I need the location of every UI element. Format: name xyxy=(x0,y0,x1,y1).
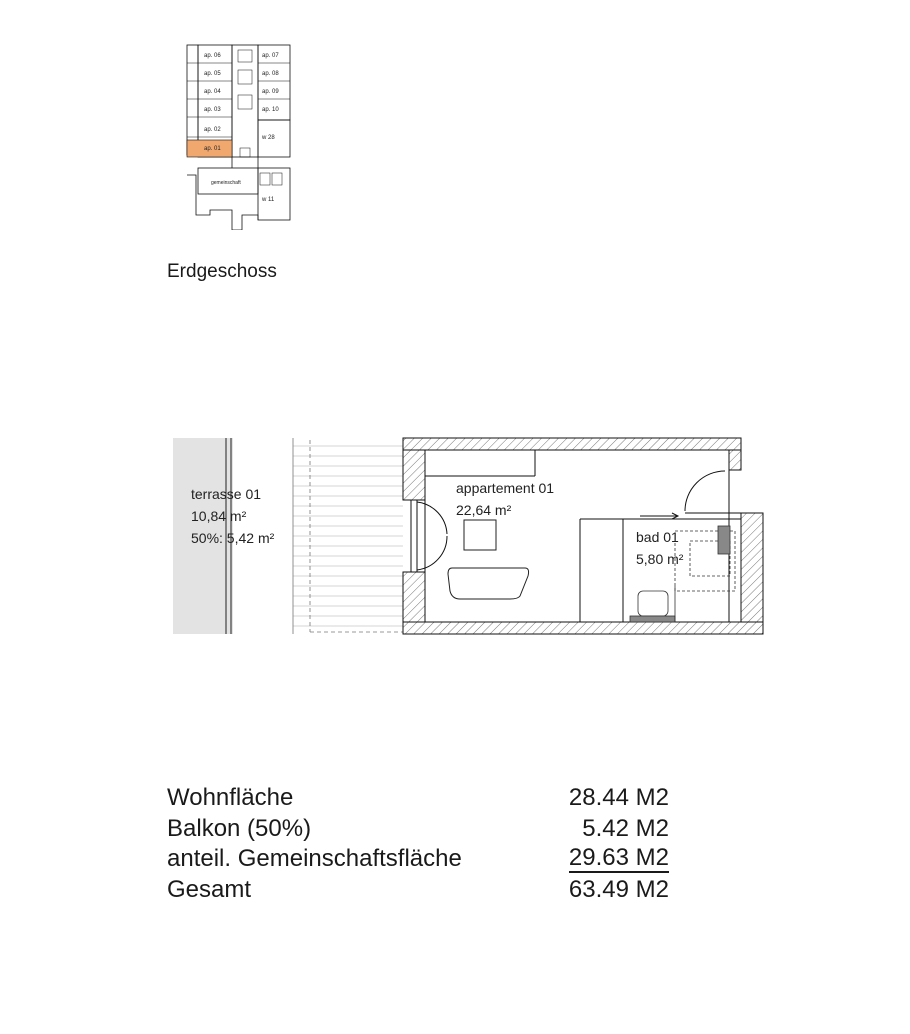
apartment-area: 22,64 m² xyxy=(456,502,512,518)
kp-ap10: ap. 10 xyxy=(262,107,279,113)
summary-value: 63.49 M2 xyxy=(568,875,669,903)
summary-label: Gesamt xyxy=(167,875,252,903)
summary-label: Wohnfläche xyxy=(167,784,294,811)
summary-row-living xyxy=(167,784,669,815)
terrace-label xyxy=(191,483,274,549)
kp-ap04: ap. 04 xyxy=(204,89,221,95)
floor-label: Erdgeschoss xyxy=(167,261,277,282)
kp-ap08: ap. 08 xyxy=(262,71,279,77)
kp-ap02: ap. 02 xyxy=(204,127,221,133)
bath-label xyxy=(636,526,683,570)
bath-area: 5,80 m² xyxy=(636,551,684,567)
kp-ap01: ap. 01 xyxy=(204,146,221,152)
summary-value: 5.42 M2 xyxy=(582,814,669,842)
kp-gemeinschaft: gemeinschaft xyxy=(211,180,241,186)
area-summary xyxy=(167,784,669,906)
summary-label: anteil. Gemeinschaftsfläche xyxy=(167,845,462,872)
kp-ap09: ap. 09 xyxy=(262,89,279,95)
summary-value: 28.44 M2 xyxy=(568,784,669,811)
terrace-area: 10,84 m² xyxy=(191,508,247,524)
kp-ap06: ap. 06 xyxy=(204,53,221,59)
apartment-label xyxy=(456,477,554,521)
terrace-share: 50%: 5,42 m² xyxy=(191,530,275,546)
kp-ap07: ap. 07 xyxy=(262,53,279,59)
kp-ap03: ap. 03 xyxy=(204,107,221,113)
summary-row-total xyxy=(167,876,669,907)
apartment-name: appartement 01 xyxy=(456,480,555,496)
summary-label: Balkon (50%) xyxy=(167,814,312,842)
kp-w28: w 28 xyxy=(262,135,275,141)
kp-ap05: ap. 05 xyxy=(204,71,221,77)
kp-w11: w 11 xyxy=(262,197,275,203)
bath-name: bad 01 xyxy=(636,529,679,545)
key-plan xyxy=(180,40,300,230)
terrace-name: terrasse 01 xyxy=(191,486,262,502)
summary-row-common xyxy=(167,845,669,876)
summary-row-balcony xyxy=(167,815,669,846)
summary-value: 29.63 M2 xyxy=(568,844,669,871)
